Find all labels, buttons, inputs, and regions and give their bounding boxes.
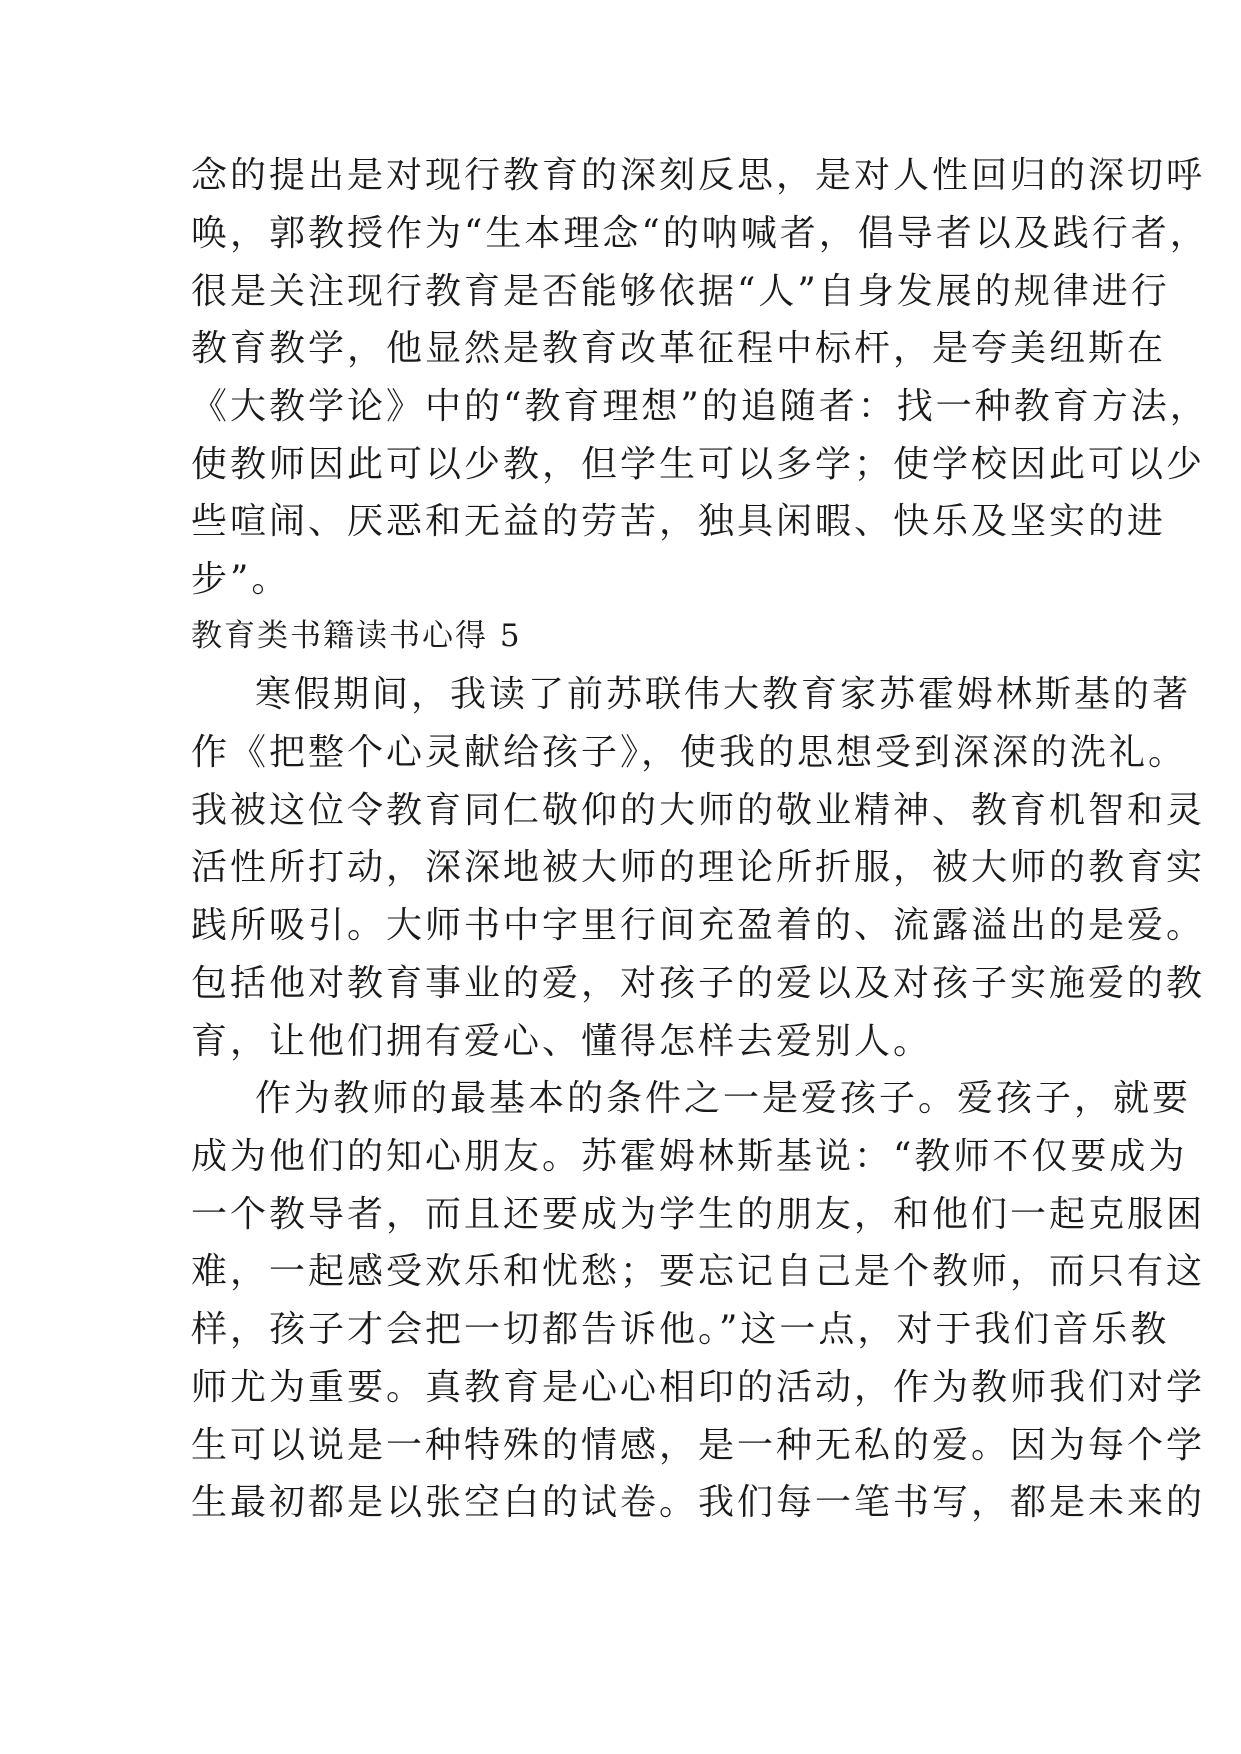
text-line: 作为教师的最基本的条件之一是爱孩子。爱孩子，就要 [255,1078,1192,1119]
text-line: 践所吸引。大师书中字里行间充盈着的、流露溢出的是爱。 [191,905,1206,946]
text-line: 《大教学论》中的“教育理想”的追随者：找一种教育方法， [191,386,1209,427]
text-line: 包括他对教育事业的爱，对孩子的爱以及对孩子实施爱的教 [191,963,1206,1004]
text-line: 活性所打动，深深地被大师的理论所折服，被大师的教育实 [191,847,1206,888]
text-line: 成为他们的知心朋友。苏霍姆林斯基说：“教师不仅要成为 [191,1136,1188,1177]
text-line: 生最初都是以张空白的试卷。我们每一笔书写，都是未来的 [191,1482,1206,1523]
text-line: 念的提出是对现行教育的深刻反思，是对人性回归的深切呼 [191,155,1206,196]
text-line: 生可以说是一种特殊的情感，是一种无私的爱。因为每个学 [191,1425,1206,1466]
section-heading: 教育类书籍读书心得 5 [191,618,522,654]
text-line: 使教师因此可以少教，但学生可以多学；使学校因此可以少 [191,444,1206,485]
text-line: 作《把整个心灵献给孩子》，使我的思想受到深深的洗礼。 [191,732,1188,773]
text-line: 步”。 [191,559,291,600]
text-line: 唤，郭教授作为“生本理念“的呐喊者，倡导者以及践行者， [191,213,1209,254]
text-line: 寒假期间，我读了前苏联伟大教育家苏霍姆林斯基的著 [255,674,1192,715]
text-line: 难，一起感受欢乐和忧愁；要忘记自己是个教师，而只有这 [191,1251,1206,1292]
text-line: 我被这位令教育同仁敬仰的大师的敬业精神、教育机智和灵 [191,790,1206,831]
text-line: 样，孩子才会把一切都告诉他。”这一点，对于我们音乐教 [191,1309,1170,1350]
text-line: 师尤为重要。真教育是心心相印的活动，作为教师我们对学 [191,1367,1206,1408]
text-line: 一个教导者，而且还要成为学生的朋友，和他们一起克服困 [191,1194,1206,1235]
text-line: 些喧闹、厌恶和无益的劳苦，独具闲暇、快乐及坚实的进 [191,501,1167,542]
text-line: 教育教学，他显然是教育改革征程中标杆，是夸美纽斯在 [191,328,1167,369]
text-line: 育，让他们拥有爱心、懂得怎样去爱别人。 [191,1021,933,1062]
text-line: 很是关注现行教育是否能够依据“人”自身发展的规律进行 [191,271,1170,312]
